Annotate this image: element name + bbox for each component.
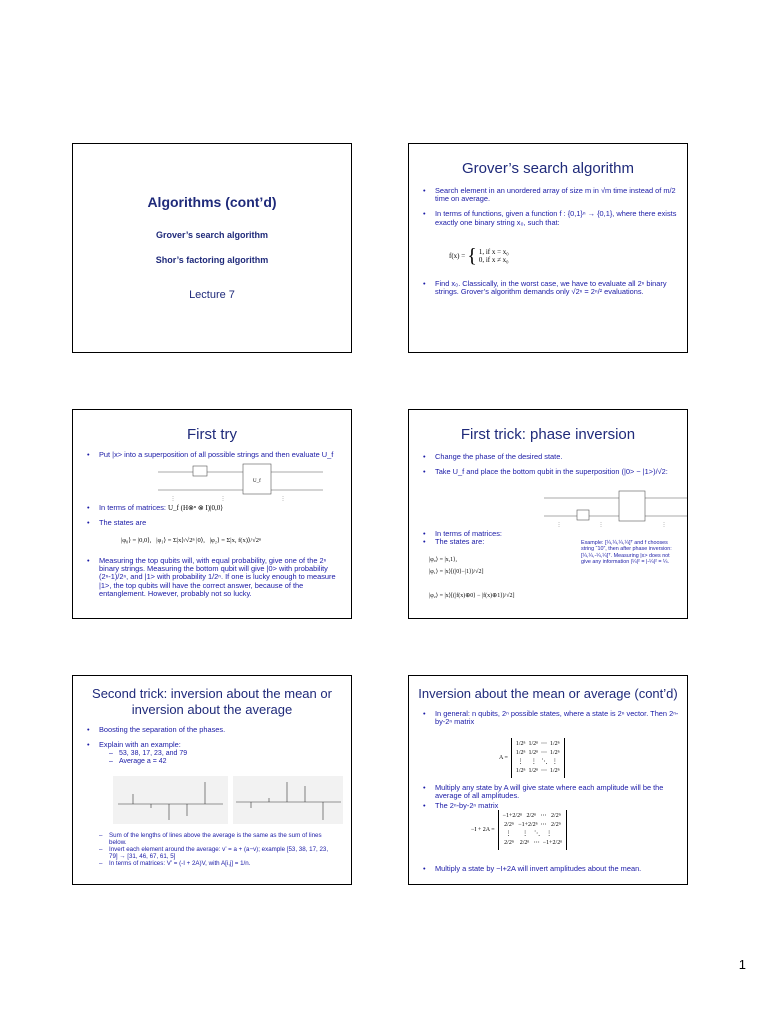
slide5-sub-1 xyxy=(99,750,343,766)
slide1-grover: Grover’s search algorithm xyxy=(155,230,269,240)
slide6-bullet-1: • In general: n qubits, 2ⁿ possible states, where a state is 2ⁿ vector. Then 2ⁿ-by-2ⁿ matrix xyxy=(423,710,679,726)
slide-first-try xyxy=(72,409,352,619)
matrix-inversion-body: −1+2/2ⁿ 2/2ⁿ ⋯ 2/2ⁿ 2/2ⁿ −1+2/2ⁿ ⋯ 2/2ⁿ ⋮ ⋮ ⋱ ⋮ 2/2ⁿ 2/2ⁿ ⋯ −1+2/2ⁿ xyxy=(498,810,567,850)
slide5-sub-values: – 53, 38, 17, 23, and 79 xyxy=(109,750,343,758)
slide6-bullet-2: • Multiply any state by A will give state where each amplitude will be the average of all amplitudes. xyxy=(423,784,678,800)
svg-text:U_f: U_f xyxy=(253,479,261,484)
formula-lhs: f(x) = xyxy=(449,252,466,260)
slide2-title: Grover’s search algorithm xyxy=(461,160,634,177)
slide-inversion-cont xyxy=(408,675,688,885)
slide-phase-inversion xyxy=(408,409,688,619)
slide5-sub-invert: – Invert each element around the average: v’ = a + (a−v); example [53, 38, 17, 23, 79] → [31, 46, 67, 61, 5] xyxy=(99,846,334,860)
matrix-A-label: A = xyxy=(499,755,508,761)
slide4-bullet-3: • In terms of matrices: xyxy=(423,530,583,538)
phase-circuit-diagram xyxy=(539,488,688,528)
slide5-title: Second trick: inversion about the mean or inversion about the average xyxy=(92,686,332,717)
matrix-A xyxy=(499,738,565,778)
slide4-bullet-4: • The states are: xyxy=(423,538,583,546)
slide4-title: First trick: phase inversion xyxy=(460,426,636,443)
slide5-sub-sum: – Sum of the lengths of lines above the average is the same as the sum of lines below. xyxy=(99,832,334,846)
slide1-lecture: Lecture 7 xyxy=(189,289,235,301)
slide3-bullet-2-text: In terms of matrices: xyxy=(99,503,166,512)
slide3-title: First try xyxy=(187,426,237,443)
brace-icon: { xyxy=(467,245,477,267)
matrix-inversion-label: −I + 2A = xyxy=(471,827,495,833)
slide1-shor: Shor’s factoring algorithm xyxy=(155,255,269,265)
slide3-bullets-2 xyxy=(73,504,345,534)
slide6-bullets xyxy=(409,710,687,726)
formula-case-1: 1, if x = x₀ xyxy=(478,248,509,256)
slide5-sub-matrices: – In terms of matrices: V’ = (-I + 2A)V, with A[i,j] = 1/n. xyxy=(99,860,334,867)
slide4-bullets-2 xyxy=(409,530,591,553)
slide6-title: Inversion about the mean or average (cont’d) xyxy=(418,686,678,701)
slide3-bullet-1: • Put |x> into a superposition of all possible strings and then evaluate U_f xyxy=(87,451,343,459)
states-formula: |φ₀⟩ = |0,0⟩, |φ₁⟩ = Σ|x⟩/√2ⁿ |0⟩, |φ₂⟩ = Σ|x, f(x)⟩/√2ⁿ xyxy=(121,537,262,544)
slide6-bullet-3: • The 2ⁿ-by-2ⁿ matrix xyxy=(423,802,678,810)
slide2-bullets xyxy=(409,187,687,227)
slide3-bullets-3 xyxy=(73,557,345,605)
slide5-bullet-2-text: Explain with an example: xyxy=(99,740,181,750)
slide-second-trick xyxy=(72,675,352,885)
matrix-A-body: 1/2ⁿ 1/2ⁿ ⋯ 1/2ⁿ 1/2ⁿ 1/2ⁿ ⋯ 1/2ⁿ ⋮ ⋮ ⋱ ⋮ 1/2ⁿ 1/2ⁿ ⋯ 1/2ⁿ xyxy=(511,738,565,778)
slide6-bullets-3 xyxy=(409,865,686,880)
slide-algorithms-title xyxy=(72,143,352,353)
slide6-bullet-4: • Multiply a state by −I+2A will invert amplitudes about the mean. xyxy=(423,865,678,873)
slide5-sub-average: – Average a = 42 xyxy=(109,758,343,766)
page-number: 1 xyxy=(738,957,746,972)
slide2-bullets-2 xyxy=(409,280,687,303)
slide5-bullets xyxy=(73,726,351,766)
slide3-bullets xyxy=(73,451,351,459)
slide4-bullet-2: • Take U_f and place the bottom qubit in the superposition (|0> − |1>)/√2: xyxy=(423,468,679,476)
slide2-bullet-2: • In terms of functions, given a function f : {0,1}ⁿ → {0,1}, where there exists exactly one binary string x₀, such that: xyxy=(423,210,679,226)
circuit-diagram xyxy=(153,460,333,502)
slide5-bullet-2 xyxy=(87,741,343,766)
slide3-bullet-2 xyxy=(87,504,337,512)
matrix-expression: U_f (H⊗ⁿ ⊗ I)|0,0⟩ xyxy=(168,504,224,512)
slide4-bullets xyxy=(409,453,687,476)
matrix-inversion xyxy=(471,810,567,850)
slide5-sub-2 xyxy=(99,832,334,867)
mean-inversion-diagram xyxy=(113,776,343,826)
slide5-bullet-1: • Boosting the separation of the phases. xyxy=(87,726,343,734)
slide-grover xyxy=(408,143,688,353)
slide2-formula xyxy=(449,246,509,266)
formula-case-2: 0, if x ≠ x₀ xyxy=(478,256,509,264)
slide3-bullet-4: • Measuring the top qubits will, with equal probability, give one of the 2ⁿ binary strings. Measuring the bottom qubit will give |0> with probability (2ⁿ-1)/2ⁿ, and |1> with probability 1/2ⁿ. If one is lucky enough to measure |1>, the top qubits will have the correct answer, because of the entanglement. However, probably not so lucky. xyxy=(87,557,337,598)
slide2-bullet-3: • Find x₀. Classically, in the worst case, we have to evaluate all 2ⁿ binary strings. Grover’s algorithm demands only √2ⁿ = 2ⁿ/² evaluations. xyxy=(423,280,679,296)
slide4-example: Example: [¼,¼,¼,¼]ᵀ and f chooses string “10”, then after phase inversion: [¼,¼,-¼,¼]ᵀ. Measuring |x> does not give any information |¼|² = |-¼|² = ¼. xyxy=(581,540,672,566)
phase-states-formula: |φ₀⟩ = |x,1⟩, |φ₁⟩ = |x⟩[(|0⟩−|1⟩)/√2] |φ₂⟩ = |x⟩[(|f(x)⊕0⟩ − |f(x)⊕1⟩)/√2] xyxy=(429,557,515,599)
formula-cases xyxy=(479,248,509,264)
slide1-title: Algorithms (cont’d) xyxy=(147,194,277,210)
slide3-bullet-3: • The states are xyxy=(87,519,337,527)
slide2-bullet-1: • Search element in an unordered array of size m in √m time instead of m/2 time on average. xyxy=(423,187,679,203)
slide4-bullet-1: • Change the phase of the desired state. xyxy=(423,453,679,461)
